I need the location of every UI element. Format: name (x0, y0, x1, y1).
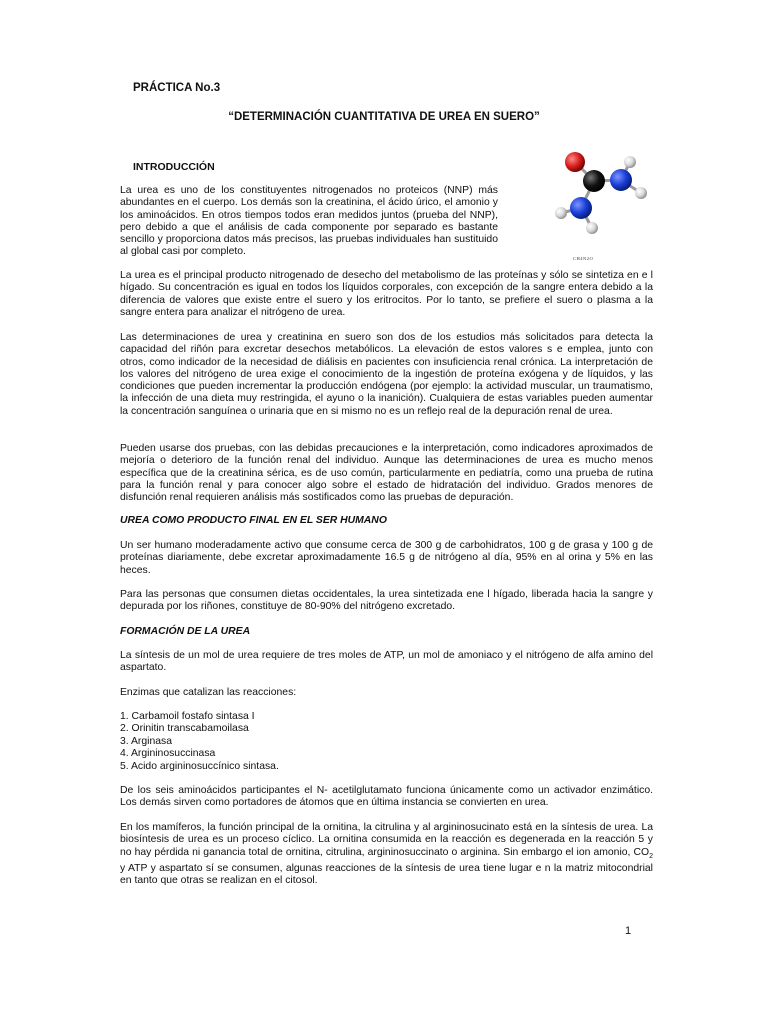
page-number: 1 (625, 925, 632, 937)
intro-paragraph-4: Pueden usarse dos pruebas, con las debidas precauciones e la interpretación, como indicadores aproximados de mejoría o deterioro de la función renal del individuo. Aunque las determinaciones de urea es mucho menos específica que de la creatinina sérica, es de uso común, particularmente en pediatría, como una prueba de rutina para la función renal y para conocer algo sobre el estado de hidratación del individuo. Grados menores de disfunción renal requieren análisis más sostificados como las pruebas de depuración. (120, 443, 653, 504)
hydrogen-atom (555, 207, 567, 219)
enzyme-list-item: 1. Carbamoil fostafo sintasa I (120, 711, 255, 722)
enzyme-list-item: 3. Arginasa (120, 735, 172, 747)
hydrogen-atom (624, 156, 636, 168)
enzyme-list (120, 711, 279, 773)
formation-paragraph-3-part-1: En los mamíferos, la función principal de la ornitina, la citrulina y al argininosucinato está en la síntesis de urea. La biosíntesis de urea es un proceso cíclico. La ornitina consumida en la reacción es degenerada en la reacción 5 y no hay pérdida ni ganancia total de ornitina, citrulina, argininosuccinato o arginina. Sin embargo el ion amonio, CO (120, 822, 653, 858)
formation-paragraph-1: La síntesis de un mol de urea requiere de tres moles de ATP, un mol de amoniaco y el nitrógeno de alfa amino del aspartato. (120, 650, 653, 674)
hydrogen-atom (635, 187, 647, 199)
enzymes-intro: Enzimas que catalizan las reacciones: (120, 687, 297, 698)
enzyme-list-item: 5. Acido argininosuccínico sintasa. (120, 760, 279, 772)
section-formation-heading: FORMACIÓN DE LA UREA (120, 626, 251, 637)
urea-molecule-image (537, 148, 651, 266)
section-final-paragraph-2: Para las personas que consumen dietas occidentales, la urea sintetizada ene l hígado, liberada hacia la sangre y depurada por los riñones, constituye de 80-90% del nitrógeno excretado. (120, 589, 653, 613)
intro-heading: INTRODUCCIÓN (133, 161, 215, 173)
practice-number: PRÁCTICA No.3 (133, 82, 221, 94)
intro-paragraph-1: La urea es uno de los constituyentes nitrogenados no proteicos (NNP) más abundantes en el cuerpo. Los demás son la creatinina, el ácido úrico, el amonio y los aminoácidos. En otros tiempos todos eran medidos juntos (prueba del NNP), pero debido a que el análisis de cada componente por separado es bastante sencillo y proporciona datos más precisos, las pruebas individuales han sustituido al global casi por completo. (120, 185, 498, 258)
co2-subscript: 2 (649, 852, 653, 860)
nitrogen-atom (570, 197, 592, 219)
oxygen-atom (565, 152, 585, 172)
document-title: “DETERMINACIÓN CUANTITATIVA DE UREA EN SUERO” (228, 111, 540, 123)
carbon-atom (583, 170, 605, 192)
molecule-formula-caption: CH4N2O (573, 256, 594, 261)
section-final-paragraph-1: Un ser humano moderadamente activo que consume cerca de 300 g de carbohidratos, 100 g de grasa y 100 g de proteínas diariamente, debe excretar aproximadamente 16.5 g de nitrógeno al día, 95% en al orina y 5% en las heces. (120, 540, 653, 576)
formation-paragraph-2: De los seis aminoácidos participantes el N- acetilglutamato funciona únicamente como un activador enzimático. Los demás sirven como portadores de átomos que en última instancia se convierten en urea. (120, 785, 653, 809)
intro-paragraph-2: La urea es el principal producto nitrogenado de desecho del metabolismo de las proteínas y sólo se sintetiza en e l hígado. Su concentración es igual en todos los líquidos corporales, con excepción de la sangre entera debido a la diferencia de valores que existe entre el suero y los eritrocitos. Por lo tanto, se prefiere el suero o plasma a la sangre entera para analizar el nitrógeno de urea. (120, 270, 653, 318)
section-final-heading: UREA COMO PRODUCTO FINAL EN EL SER HUMANO (120, 515, 387, 526)
hydrogen-atom (586, 222, 598, 234)
formation-paragraph-3 (120, 822, 653, 888)
intro-paragraph-3: Las determinaciones de urea y creatinina en suero son dos de los estudios más solicitados para detecta la capacidad del riñón para excretar desechos metabólicos. La elevación de estos valores s e emplea, junto con otros, como indicador de la necesidad de diálisis en pacientes con insuficiencia renal crónica. La interpretación de los valores del nitrógeno de urea exige el conocimiento de la ingestión de proteína exógena y de líquidos, y las condiciones que pueden incrementar la producción endógena (por ejemplo: la actividad muscular, un traumatismo, la infección de una dieta muy restringida, el ayuno o la inanición). Cualquiera de estas variables pueden aumentar la concentración sanguínea o urinaria que en si mismo no es un reflejo real de la depuración renal de urea. (120, 332, 653, 417)
nitrogen-atom (610, 169, 632, 191)
enzyme-list-item: 2. Orinitin transcabamoilasa (120, 723, 249, 735)
formation-paragraph-3-part-2: y ATP y aspartato sí se consumen, algunas reacciones de la síntesis de urea tiene lugar e n la matriz mitocondrial en tanto que otras se realizan en el citosol. (120, 862, 653, 887)
enzyme-list-item: 4. Argininosuccinasa (120, 748, 216, 760)
